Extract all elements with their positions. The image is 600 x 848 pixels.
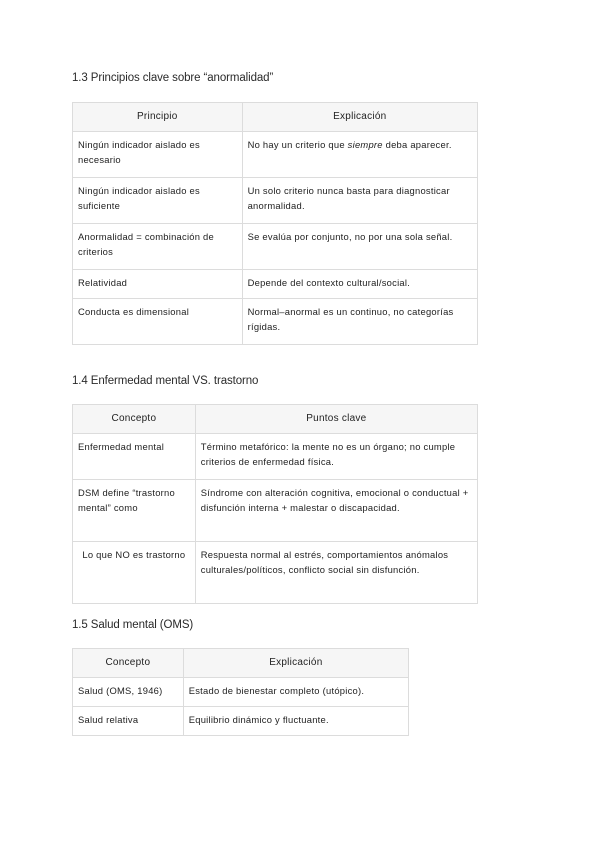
table-header-row bbox=[73, 103, 478, 132]
section-1-5-title: 1.5 Salud mental (OMS) bbox=[72, 619, 194, 631]
key-points-cell: Término metafórico: la mente no es un órgano; no cumple criterios de enfermedad física. bbox=[195, 434, 477, 480]
principle-cell: Ningún indicador aislado es suficiente bbox=[73, 178, 243, 224]
section-1-4-title: 1.4 Enfermedad mental VS. trastorno bbox=[72, 375, 259, 387]
table-row bbox=[73, 678, 409, 707]
column-header: Explicación bbox=[183, 649, 408, 678]
table-row bbox=[73, 707, 409, 736]
table-row bbox=[73, 224, 478, 270]
table-row bbox=[73, 434, 478, 480]
principle-cell: Ningún indicador aislado es necesario bbox=[73, 132, 243, 178]
table-row bbox=[73, 542, 478, 604]
table-row bbox=[73, 178, 478, 224]
principles-table bbox=[72, 102, 478, 345]
column-header: Explicación bbox=[242, 103, 477, 132]
emphasis-text: siempre bbox=[347, 139, 383, 150]
concept-cell: DSM define “trastorno mental” como bbox=[73, 480, 196, 542]
table-row bbox=[73, 270, 478, 299]
column-header: Principio bbox=[73, 103, 243, 132]
explanation-cell: Normal–anormal es un continuo, no categorías rígidas. bbox=[242, 299, 477, 345]
concept-cell: Salud relativa bbox=[73, 707, 184, 736]
section-1-3-title: 1.3 Principios clave sobre “anormalidad” bbox=[72, 72, 274, 84]
explanation-cell: Depende del contexto cultural/social. bbox=[242, 270, 477, 299]
principle-cell: Conducta es dimensional bbox=[73, 299, 243, 345]
column-header: Concepto bbox=[73, 649, 184, 678]
mental-illness-table bbox=[72, 404, 478, 604]
mental-health-table bbox=[72, 648, 409, 736]
column-header: Concepto bbox=[73, 405, 196, 434]
explanation-cell: No hay un criterio que siempre deba aparecer. bbox=[242, 132, 477, 178]
table-row bbox=[73, 480, 478, 542]
table-row bbox=[73, 132, 478, 178]
principle-cell: Relatividad bbox=[73, 270, 243, 299]
table-row bbox=[73, 299, 478, 345]
concept-cell: Enfermedad mental bbox=[73, 434, 196, 480]
key-points-cell: Respuesta normal al estrés, comportamientos anómalos culturales/políticos, conflicto social sin disfunción. bbox=[195, 542, 477, 604]
column-header: Puntos clave bbox=[195, 405, 477, 434]
table-header-row bbox=[73, 649, 409, 678]
principle-cell: Anormalidad = combinación de criterios bbox=[73, 224, 243, 270]
concept-cell: Lo que NO es trastorno bbox=[73, 542, 196, 604]
table-header-row bbox=[73, 405, 478, 434]
concept-cell: Salud (OMS, 1946) bbox=[73, 678, 184, 707]
explanation-cell: Un solo criterio nunca basta para diagnosticar anormalidad. bbox=[242, 178, 477, 224]
explanation-cell: Estado de bienestar completo (utópico). bbox=[183, 678, 408, 707]
key-points-cell: Síndrome con alteración cognitiva, emocional o conductual + disfunción interna + malestar o discapacidad. bbox=[195, 480, 477, 542]
explanation-cell: Equilibrio dinámico y fluctuante. bbox=[183, 707, 408, 736]
explanation-cell: Se evalúa por conjunto, no por una sola señal. bbox=[242, 224, 477, 270]
